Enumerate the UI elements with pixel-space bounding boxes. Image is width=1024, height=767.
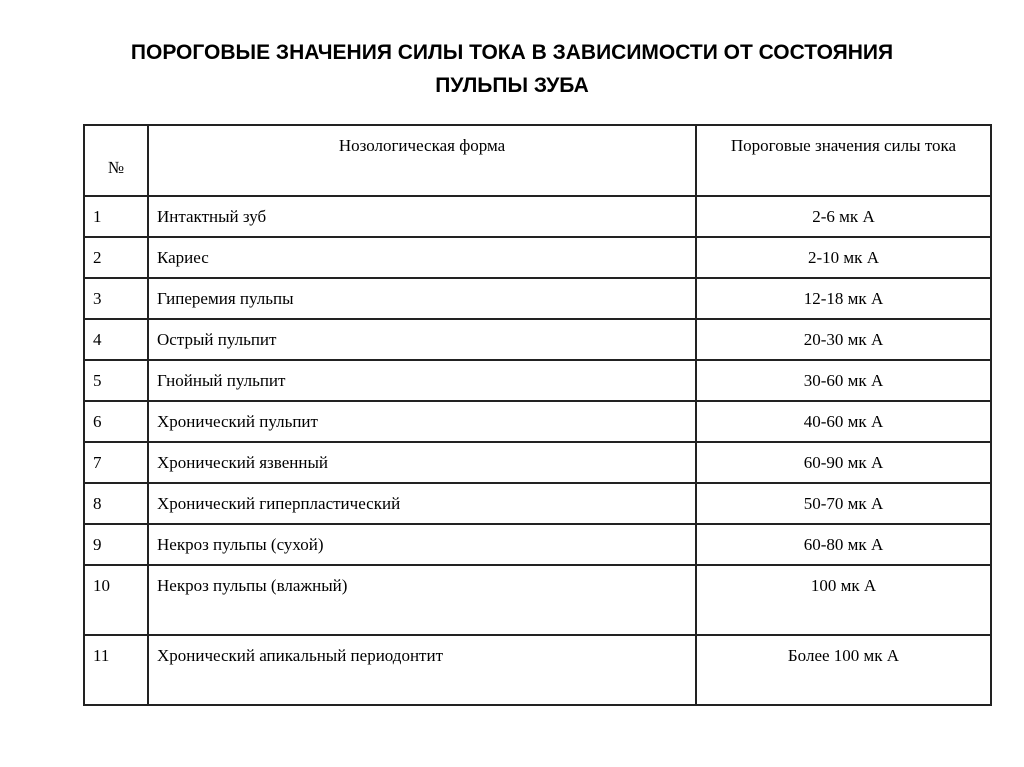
row-number: 8	[84, 483, 148, 524]
title-line-1: ПОРОГОВЫЕ ЗНАЧЕНИЯ СИЛЫ ТОКА В ЗАВИСИМОСТИ ОТ СОСТОЯНИЯ	[130, 41, 894, 64]
row-number: 10	[84, 565, 148, 635]
row-threshold: 60-80 мк А	[696, 524, 991, 565]
row-number: 7	[84, 442, 148, 483]
threshold-table	[83, 124, 992, 706]
row-form: Гнойный пульпит	[148, 360, 696, 401]
row-number: 6	[84, 401, 148, 442]
row-number: 4	[84, 319, 148, 360]
row-threshold: 20-30 мк А	[696, 319, 991, 360]
row-number: 11	[84, 635, 148, 705]
row-form: Кариес	[148, 237, 696, 278]
table-row	[84, 483, 991, 524]
table-row	[84, 237, 991, 278]
row-threshold: 60-90 мк А	[696, 442, 991, 483]
row-number: 1	[84, 196, 148, 237]
page-title	[0, 36, 1024, 102]
table-row	[84, 442, 991, 483]
table-row	[84, 635, 991, 705]
table-row	[84, 524, 991, 565]
table-header-row	[84, 125, 991, 196]
row-threshold: 2-10 мк А	[696, 237, 991, 278]
row-threshold: Более 100 мк А	[696, 635, 991, 705]
row-threshold: 100 мк А	[696, 565, 991, 635]
row-threshold: 50-70 мк А	[696, 483, 991, 524]
row-form: Интактный зуб	[148, 196, 696, 237]
row-form: Хронический пульпит	[148, 401, 696, 442]
table-row	[84, 196, 991, 237]
table-row	[84, 278, 991, 319]
row-form: Острый пульпит	[148, 319, 696, 360]
row-form: Некроз пульпы (сухой)	[148, 524, 696, 565]
header-threshold: Пороговые значения силы тока	[696, 125, 991, 196]
table-row	[84, 565, 991, 635]
header-form: Нозологическая форма	[148, 125, 696, 196]
row-threshold: 12-18 мк А	[696, 278, 991, 319]
row-number: 2	[84, 237, 148, 278]
row-threshold: 2-6 мк А	[696, 196, 991, 237]
row-form: Хронический апикальный периодонтит	[148, 635, 696, 705]
table-row	[84, 401, 991, 442]
row-number: 9	[84, 524, 148, 565]
header-number: №	[84, 125, 148, 196]
row-number: 3	[84, 278, 148, 319]
row-form: Хронический язвенный	[148, 442, 696, 483]
row-form: Некроз пульпы (влажный)	[148, 565, 696, 635]
row-threshold: 40-60 мк А	[696, 401, 991, 442]
row-number: 5	[84, 360, 148, 401]
row-form: Хронический гиперпластический	[148, 483, 696, 524]
table-row	[84, 360, 991, 401]
title-line-2: ПУЛЬПЫ ЗУБА	[435, 74, 589, 97]
table-row	[84, 319, 991, 360]
row-threshold: 30-60 мк А	[696, 360, 991, 401]
row-form: Гиперемия пульпы	[148, 278, 696, 319]
